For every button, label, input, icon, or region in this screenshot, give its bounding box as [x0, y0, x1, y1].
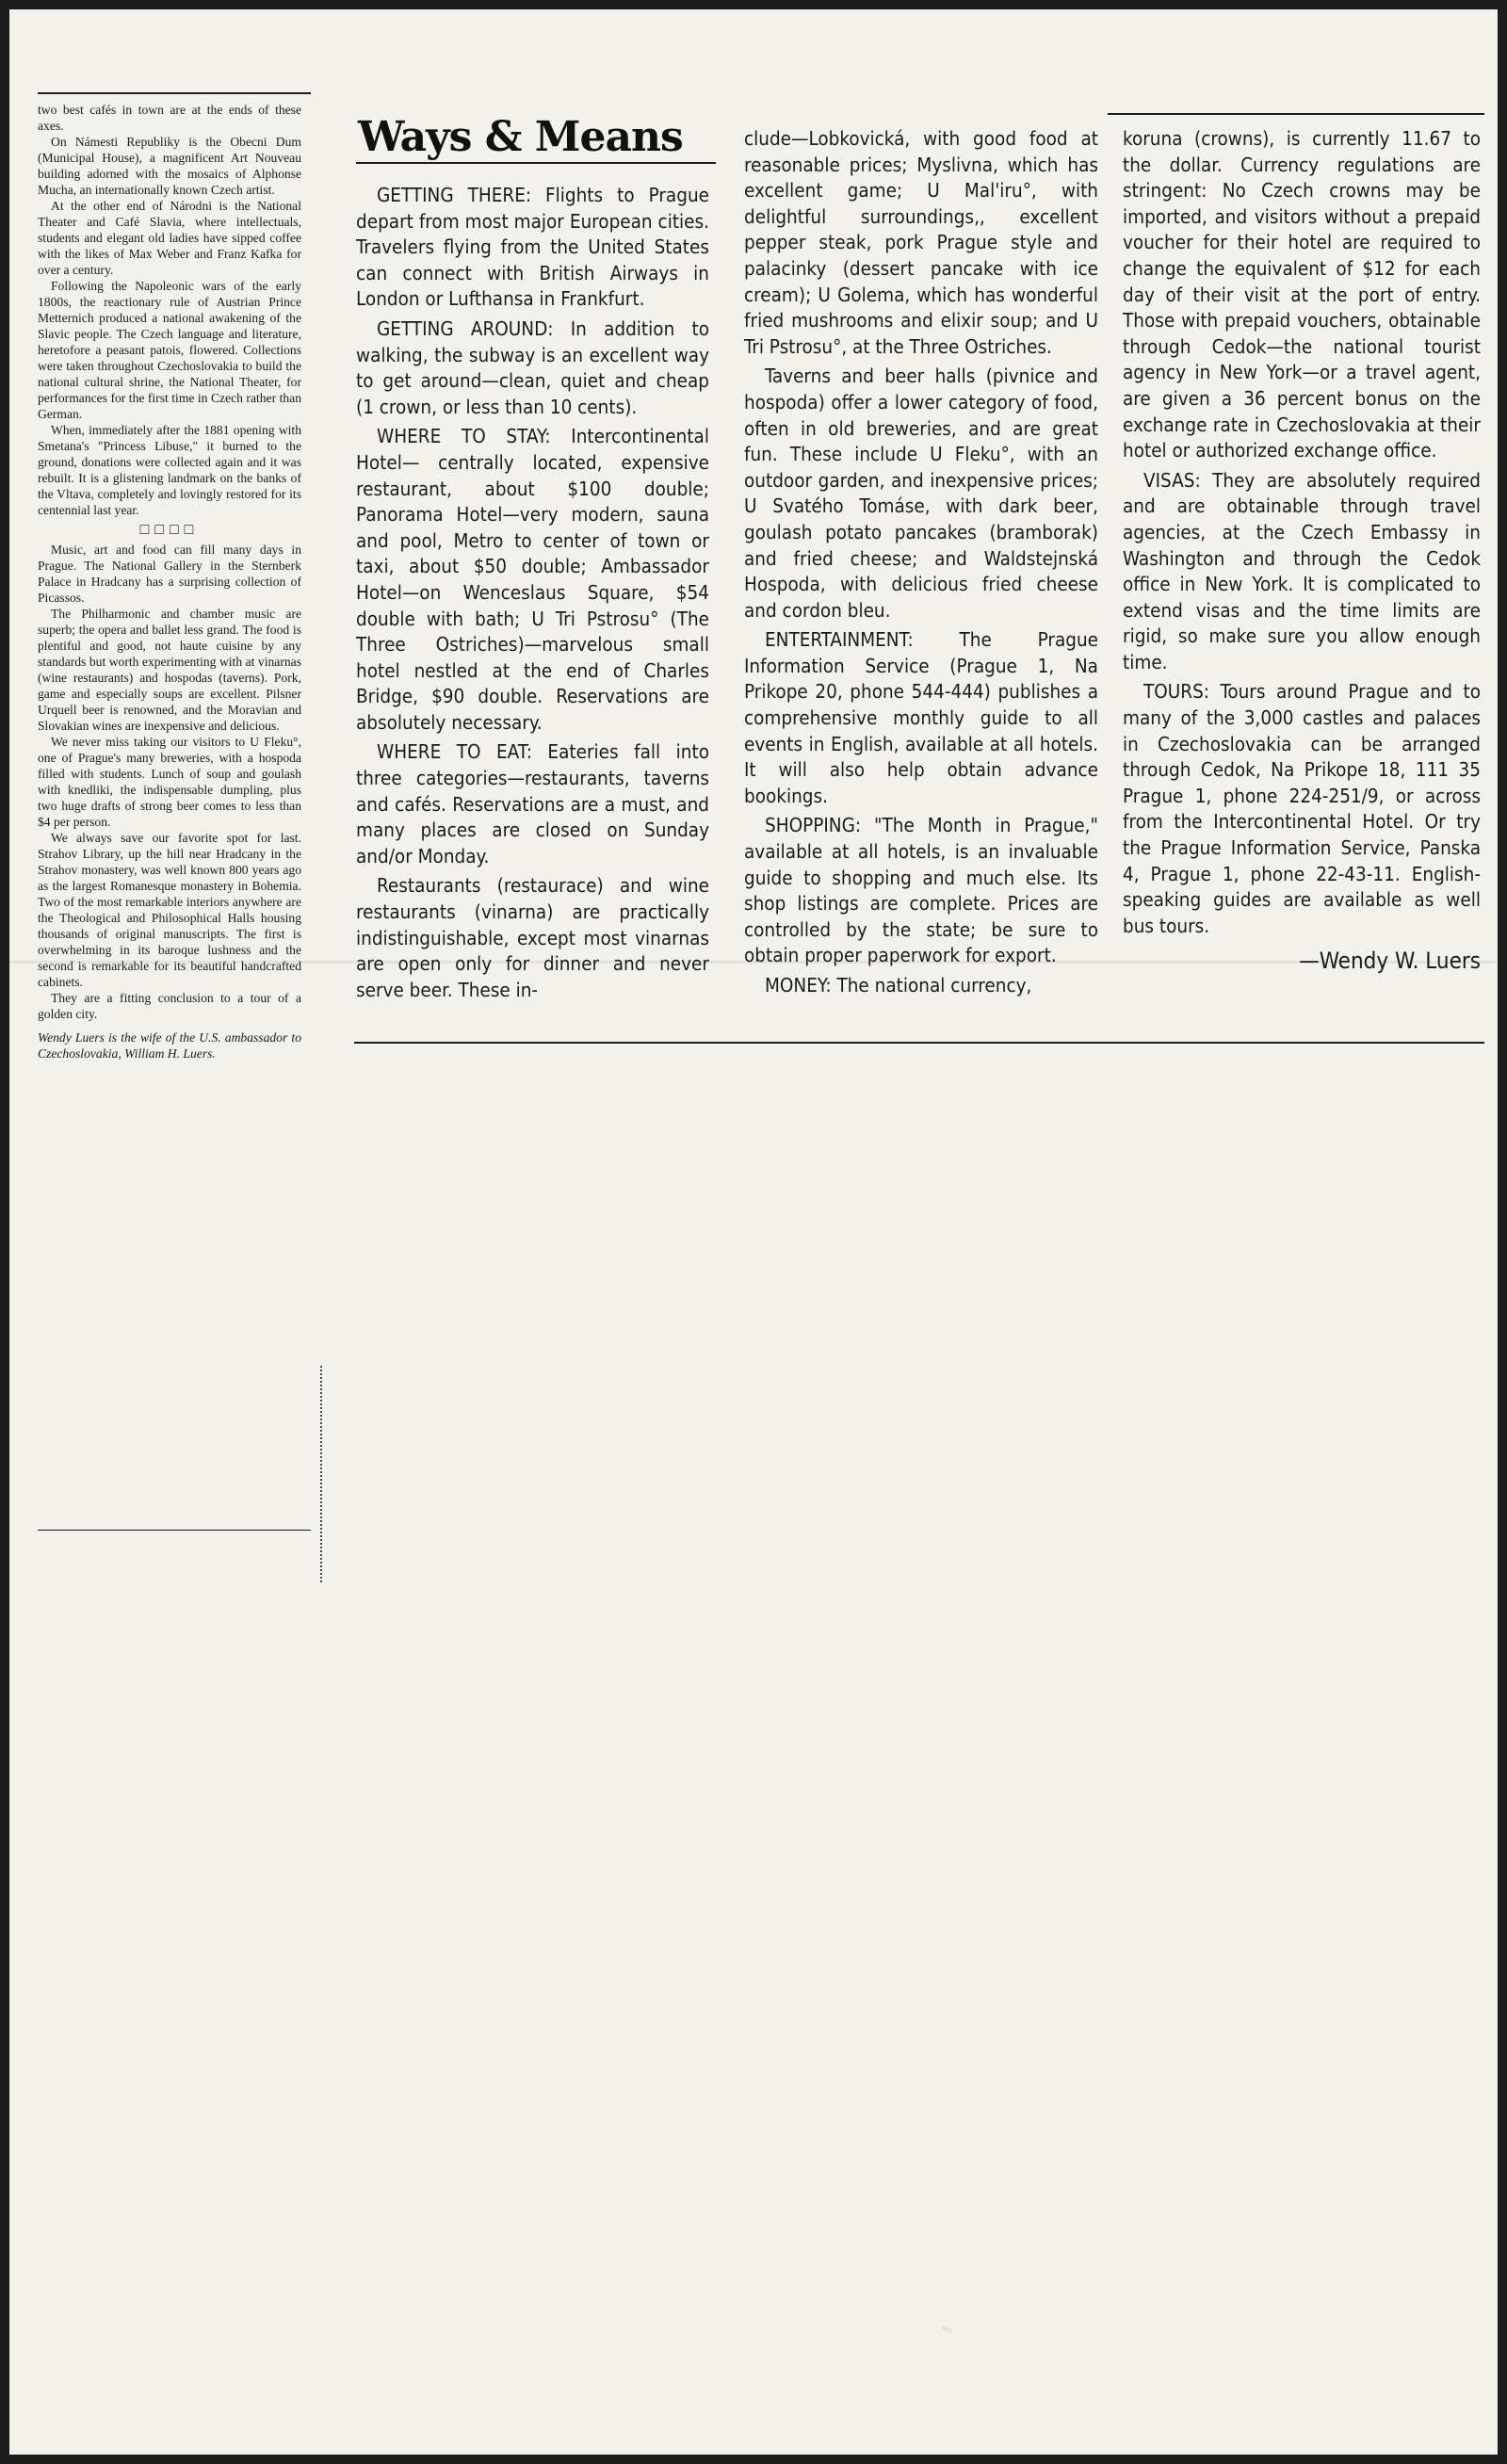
left-paragraph: Following the Napoleonic wars of the early 1800s, the reactionary rule of Austrian Prince Metternich produced a national awakening of the Slavic people. The Czech language and literature, heretofore a peasant patois, flowered. Collections were taken throughout Czechoslovakia to build the national cultural shrine, the National Theater, for performances for the first time in Czech rather than German.: [38, 279, 301, 421]
shopping-paragraph: SHOPPING: "The Month in Prague," available at all hotels, is an invaluable guide to shopping and much else. Its shop listings are complete. Prices are controlled by the state; be sure to obtain proper paperwork for export.: [744, 814, 1098, 967]
left-paragraph: Music, art and food can fill many days in Prague. The National Gallery in the Sternberk Palace in Hradcany has a surprising collection of Picassos.: [38, 543, 301, 605]
column-3: [744, 126, 1098, 999]
left-paragraph: We always save our favorite spot for last. Strahov Library, up the hill near Hradcany in the Strahov monastery, was well known 800 years ago as the largest Romanesque monastery in Bohemia. Two of the most remarkable interiors anywhere are the Theological and Philosophical Halls housing thousands of original manuscripts. The first is overwhelming in its baroque lushness and the second is remarkable for its beautiful handcrafted cabinets.: [38, 831, 301, 989]
top-rule-left: [38, 92, 311, 94]
left-paragraph: They are a fitting conclusion to a tour of a golden city.: [38, 991, 301, 1021]
restaurants-paragraph: Restaurants (restaurace) and wine restaurants (vinarna) are practically indistinguishable, except most vinarnas are open only for dinner and never serve beer. These in-: [356, 874, 709, 1001]
tours-paragraph: TOURS: Tours around Prague and to many of the 3,000 castles and palaces in Czechoslovakia can be arranged through Cedok, Na Prikope 18, 111 35 Prague 1, phone 224-251/9, or across from the Intercontinental Hotel. Or try the Prague Information Service, Panska 4, Prague 1, phone 22-43-11. English-speaking guides are available as well bus tours.: [1123, 680, 1481, 937]
column-4: [1123, 126, 1481, 975]
bottom-rule: [354, 1042, 1484, 1044]
left-paragraph: When, immediately after the 1881 opening with Smetana's "Princess Libuse," it burned to the ground, donations were collected again and it was rebuilt. It is a glistening landmark on the banks of the Vltava, completely and lovingly restored for its centennial last year.: [38, 423, 301, 517]
top-rule-right: [1108, 113, 1484, 115]
taverns-paragraph: Taverns and beer halls (pivnice and hospoda) offer a lower category of food, often in old breweries, and are great fun. These include U Fleku°, with an outdoor garden, and inexpensive prices; U Svatého Tomáse, with dark beer, goulash potato pancakes (bramborak) and fried cheese; and Waldstejnská Hospoda, with delicious fried cheese and cordon bleu.: [744, 365, 1098, 622]
left-paragraph: At the other end of Národni is the National Theater and Café Slavia, where intellectuals, students and elegant old ladies have sipped coffee with the likes of Max Weber and Franz Kafka for over a century.: [38, 199, 301, 277]
signature: —Wendy W. Luers: [1299, 948, 1481, 975]
pencil-mark: ✎: [939, 2321, 956, 2340]
getting-there-paragraph: GETTING THERE: Flights to Prague depart from most major European cities. Travelers flying from the United States can connect with British Airways in London or Lufthansa in Frankfurt.: [356, 184, 709, 311]
visas-paragraph: VISAS: They are absolutely required and are obtainable through travel agencies, at the Czech Embassy in Washington and through the Cedok office in New York. It is complicated to extend visas and the time limits are rigid, so make sure you allow enough time.: [1123, 468, 1481, 673]
money-continued-paragraph: koruna (crowns), is currently 11.67 to the dollar. Currency regulations are stringent: No Czech crowns may be imported, and visitors without a prepaid voucher for their hotel are required to change the equivalent of $12 for each day of their visit at the port of entry. Those with prepaid vouchers, obtainable through Cedok—the national tourist agency in New York—or a travel agent, are given a 36 percent bonus on the exchange rate in Czechoslovakia at their hotel or authorized exchange office.: [1123, 127, 1481, 462]
headline-rule: [356, 162, 716, 164]
where-to-eat-paragraph: WHERE TO EAT: Eateries fall into three categories—restaurants, taverns and cafés. Reservations are a must, and many places are closed on Sunday and/or Monday.: [356, 740, 709, 867]
column-divider-dotted: [320, 1366, 322, 1582]
left-paragraph: The Philharmonic and chamber music are superb; the opera and ballet less grand. The food is plentiful and good, not haute cuisine by any standards but worth experimenting with at vinarnas (wine restaurants) and hospodas (taverns). Pork, game and especially soups are excellent. Pilsner Urquell beer is renowned, and the Moravian and Slovakian wines are inexpensive and delicious.: [38, 607, 301, 733]
money-paragraph: MONEY: The national currency,: [765, 974, 1032, 997]
restaurants-continued-paragraph: clude—Lobkovická, with good food at reasonable prices; Myslivna, which has excellent game; U Mal'iru°, with delightful surroundings,, excellent pepper steak, pork Prague style and palacinky (dessert pancake with ice cream); U Golema, which has wonderful fried mushrooms and elixir soup; and U Tri Pstrosu°, at the Three Ostriches.: [744, 127, 1098, 358]
headline: Ways & Means: [358, 113, 683, 161]
left-column-end-rule: [38, 1530, 311, 1531]
left-paragraph: two best cafés in town are at the ends of these axes.: [38, 103, 301, 133]
newspaper-clipping: [9, 9, 1498, 2455]
left-column: [38, 102, 301, 1062]
entertainment-paragraph: ENTERTAINMENT: The Prague Information Service (Prague 1, Na Prikope 20, phone 544-444) publishes a comprehensive monthly guide to all events in English, available at all hotels. It will also help obtain advance bookings.: [744, 628, 1098, 807]
left-paragraph: On Námesti Republiky is the Obecni Dum (Municipal House), a magnificent Art Nouveau building adorned with the mosaics of Alphonse Mucha, an internationally known Czech artist.: [38, 135, 301, 197]
section-ornament: □□□□: [139, 522, 200, 538]
author-byline: Wendy Luers is the wife of the U.S. ambassador to Czechoslovakia, William H. Luers.: [38, 1030, 301, 1061]
column-2: [356, 183, 709, 1003]
getting-around-paragraph: GETTING AROUND: In addition to walking, the subway is an excellent way to get around—clean, quiet and cheap (1 crown, or less than 10 cents).: [356, 316, 709, 418]
where-to-stay-paragraph: WHERE TO STAY: Intercontinental Hotel— centrally located, expensive restaurant, about $100 double; Panorama Hotel—very modern, sauna and pool, Metro to center of town or taxi, about $50 double; Ambassador Hotel—on Wenceslaus Square, $54 double with bath; U Tri Pstrosu° (The Three Ostriches)—marvelous small hotel nestled at the end of Charles Bridge, $90 double. Reservations are absolutely necessary.: [356, 425, 709, 734]
left-paragraph: We never miss taking our visitors to U Fleku°, one of Prague's many breweries, with a hospoda filled with students. Lunch of soup and goulash with knedliki, the indispensable dumpling, plus two huge drafts of strong beer comes to less than $4 per person.: [38, 735, 301, 829]
